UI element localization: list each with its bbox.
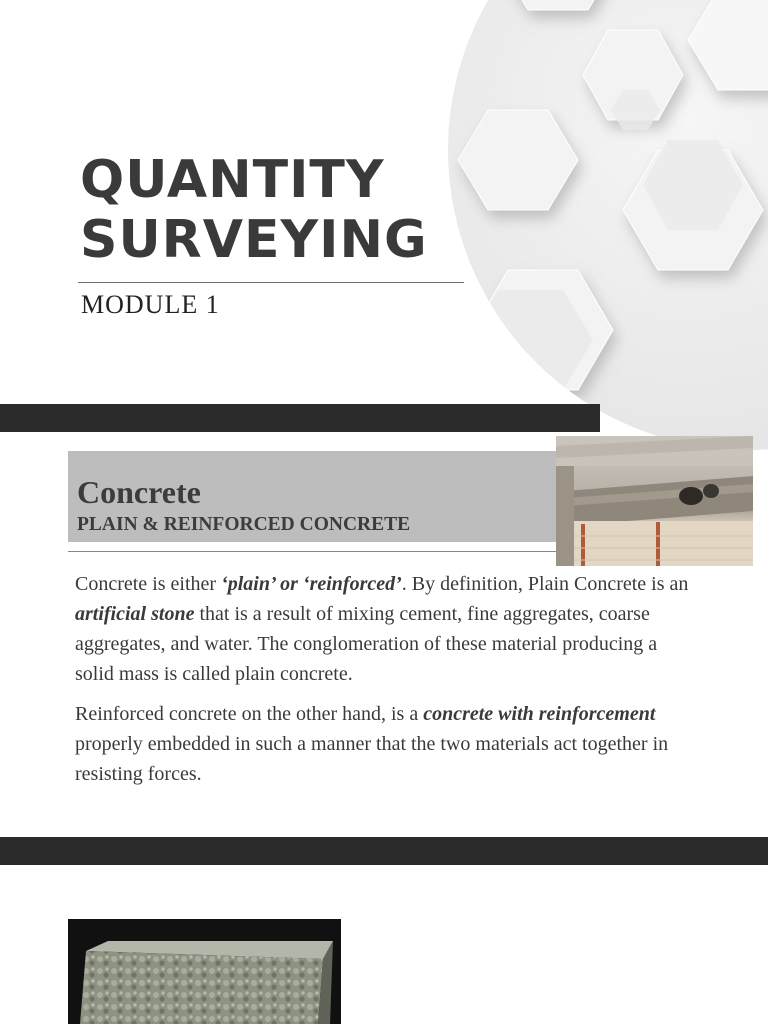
slab-photo-graphic [68,919,341,1024]
paragraph-reinforced-concrete [75,699,700,789]
bottom-dark-band [0,837,768,865]
section-heading: Concrete [77,474,201,510]
title-line-2: SURVEYING [80,210,428,270]
concrete-slab-photo [68,919,341,1024]
hexagon-pattern-image [448,0,768,450]
module-label: MODULE 1 [81,290,220,319]
beam-photo-graphic [556,436,753,566]
text-span: Reinforced concrete on the other hand, is a [75,703,424,725]
emphasis-plain-or-reinforced: ‘plain’ or ‘reinforced’ [221,573,402,595]
title-line-1: QUANTITY [80,150,385,210]
title-divider [78,282,464,283]
concrete-beam-photo [556,436,753,566]
hexagon-pattern-graphic [448,0,768,450]
text-span: properly embedded in such a manner that the two materials act together in resisting forces. [75,733,669,785]
emphasis-artificial-stone: artificial stone [75,603,195,625]
top-dark-band [0,404,600,432]
emphasis-concrete-with-reinforcement: concrete with reinforcement [423,703,656,725]
section-divider [68,551,556,552]
text-span: . By definition, Plain Concrete is an [401,573,689,595]
text-span: Concrete is either [75,573,222,595]
document-title [80,150,428,270]
section-subheading: PLAIN & REINFORCED CONCRETE [77,514,411,535]
text-span: that is a result of mixing cement, fine aggregates, coarse aggregates, and water. The conglomeration of these material producing a solid mass is called plain concrete. [75,603,658,685]
paragraph-plain-concrete [75,569,700,689]
body-text [75,569,700,789]
